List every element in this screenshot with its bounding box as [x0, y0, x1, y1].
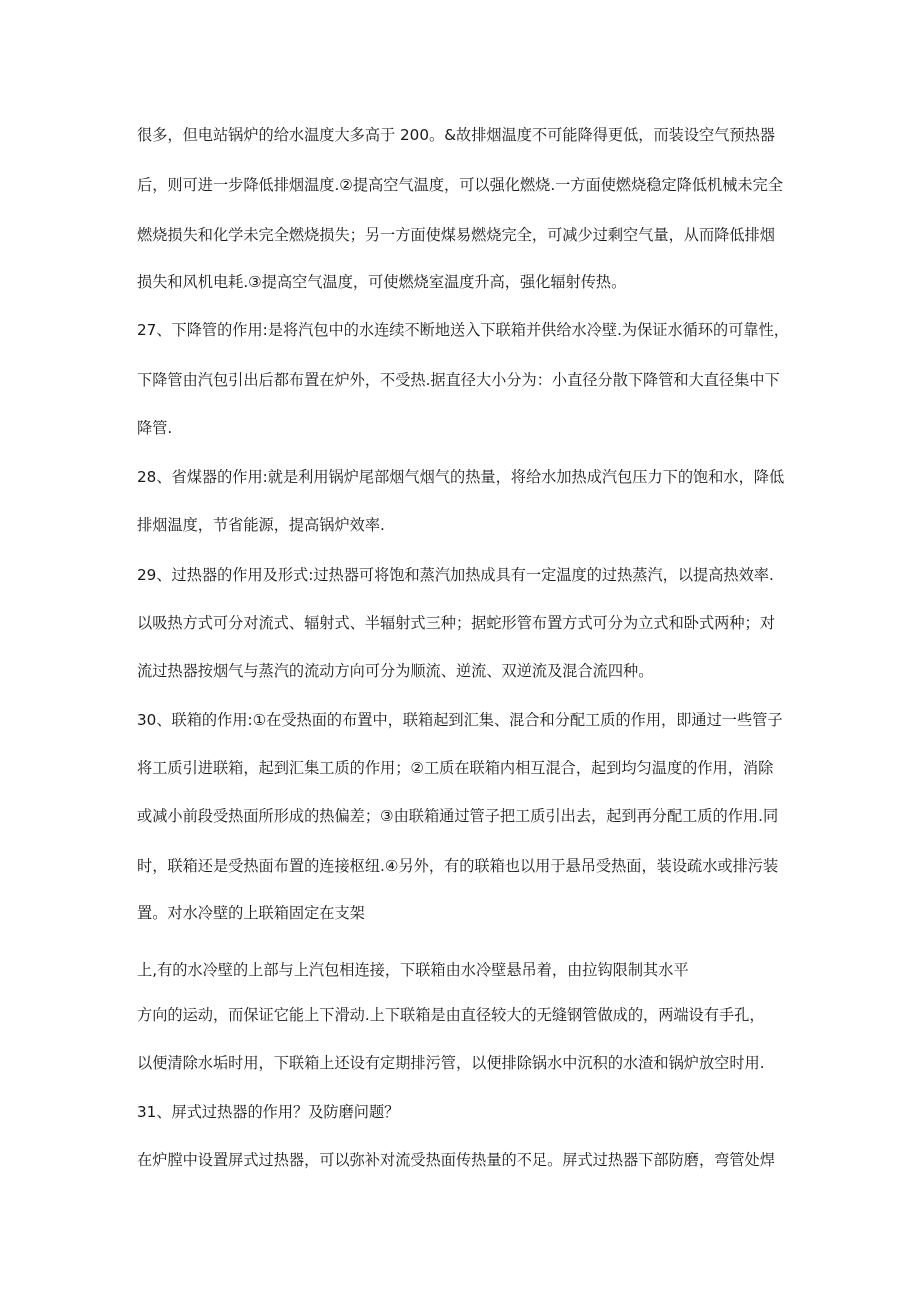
text-line-1: 很多，但电站锅炉的给水温度大多高于 200。&故排烟温度不可能降得更低，而装设空气预热器 [137, 126, 775, 144]
text-line-15: 或减小前段受热面所形成的热偏差；③由联箱通过管子把工质引出去，起到再分配工质的作用.同 [137, 807, 779, 825]
text-line-11: 以吸热方式可分对流式、辐射式、半辐射式三种；据蛇形管布置方式可分为立式和卧式两种；对 [137, 614, 775, 632]
text-line-19: 方向的运动，而保证它能上下滑动.上下联箱是由直径较大的无缝钢管做成的，两端设有手孔， [137, 1006, 765, 1024]
text-line-17: 置。对水冷壁的上联箱固定在支架 [137, 904, 365, 922]
text-line-4: 损失和风机电耗.③提高空气温度，可使燃烧室温度升高，强化辐射传热。 [137, 273, 627, 291]
text-line-21: 31、屏式过热器的作用？及防磨问题？ [137, 1103, 400, 1121]
text-line-20: 以便清除水垢时用，下联箱上还设有定期排污管，以便排除锅水中沉积的水渣和锅炉放空时用. [137, 1054, 765, 1072]
text-line-9: 排烟温度，节省能源，提高锅炉效率. [137, 516, 385, 534]
text-line-8: 28、省煤器的作用:就是利用锅炉尾部烟气烟气的热量，将给水加热成汽包压力下的饱和水，降低 [137, 468, 785, 486]
text-line-10: 29、过热器的作用及形式:过热器可将饱和蒸汽加热成具有一定温度的过热蒸汽，以提高热效率. [137, 566, 774, 584]
text-line-5: 27、下降管的作用:是将汽包中的水连续不断地送入下联箱并供给水冷壁.为保证水循环的可靠性， [137, 321, 789, 339]
text-line-16: 时，联箱还是受热面布置的连接枢纽.④另外，有的联箱也以用于悬吊受热面，装设疏水或排污装 [137, 857, 779, 875]
text-line-2: 后，则可进一步降低排烟温度.②提高空气温度，可以强化燃烧.一方面使燃烧稳定降低机械未完全 [137, 176, 783, 194]
text-line-12: 流过热器按烟气与蒸汽的流动方向可分为顺流、逆流、双逆流及混合流四种。 [137, 662, 654, 680]
text-line-6: 下降管由汽包引出后都布置在炉外，不受热.据直径大小分为：小直径分散下降管和大直径集中下 [137, 371, 780, 389]
text-line-22: 在炉膛中设置屏式过热器，可以弥补对流受热面传热量的不足。屏式过热器下部防磨，弯管处焊 [137, 1151, 775, 1169]
text-line-14: 将工质引进联箱，起到汇集工质的作用；②工质在联箱内相互混合，起到均匀温度的作用，消除 [137, 759, 774, 777]
text-line-13: 30、联箱的作用:①在受热面的布置中，联箱起到汇集、混合和分配工质的作用，即通过一些管子 [137, 711, 783, 729]
text-line-18: 上,有的水冷壁的上部与上汽包相连接，下联箱由水冷壁悬吊着，由拉钩限制其水平 [137, 961, 689, 979]
text-line-3: 燃烧损失和化学未完全燃烧损失；另一方面使煤易燃烧完全，可减少过剩空气量，从而降低排烟 [137, 226, 775, 244]
text-line-7: 降管. [137, 419, 173, 437]
